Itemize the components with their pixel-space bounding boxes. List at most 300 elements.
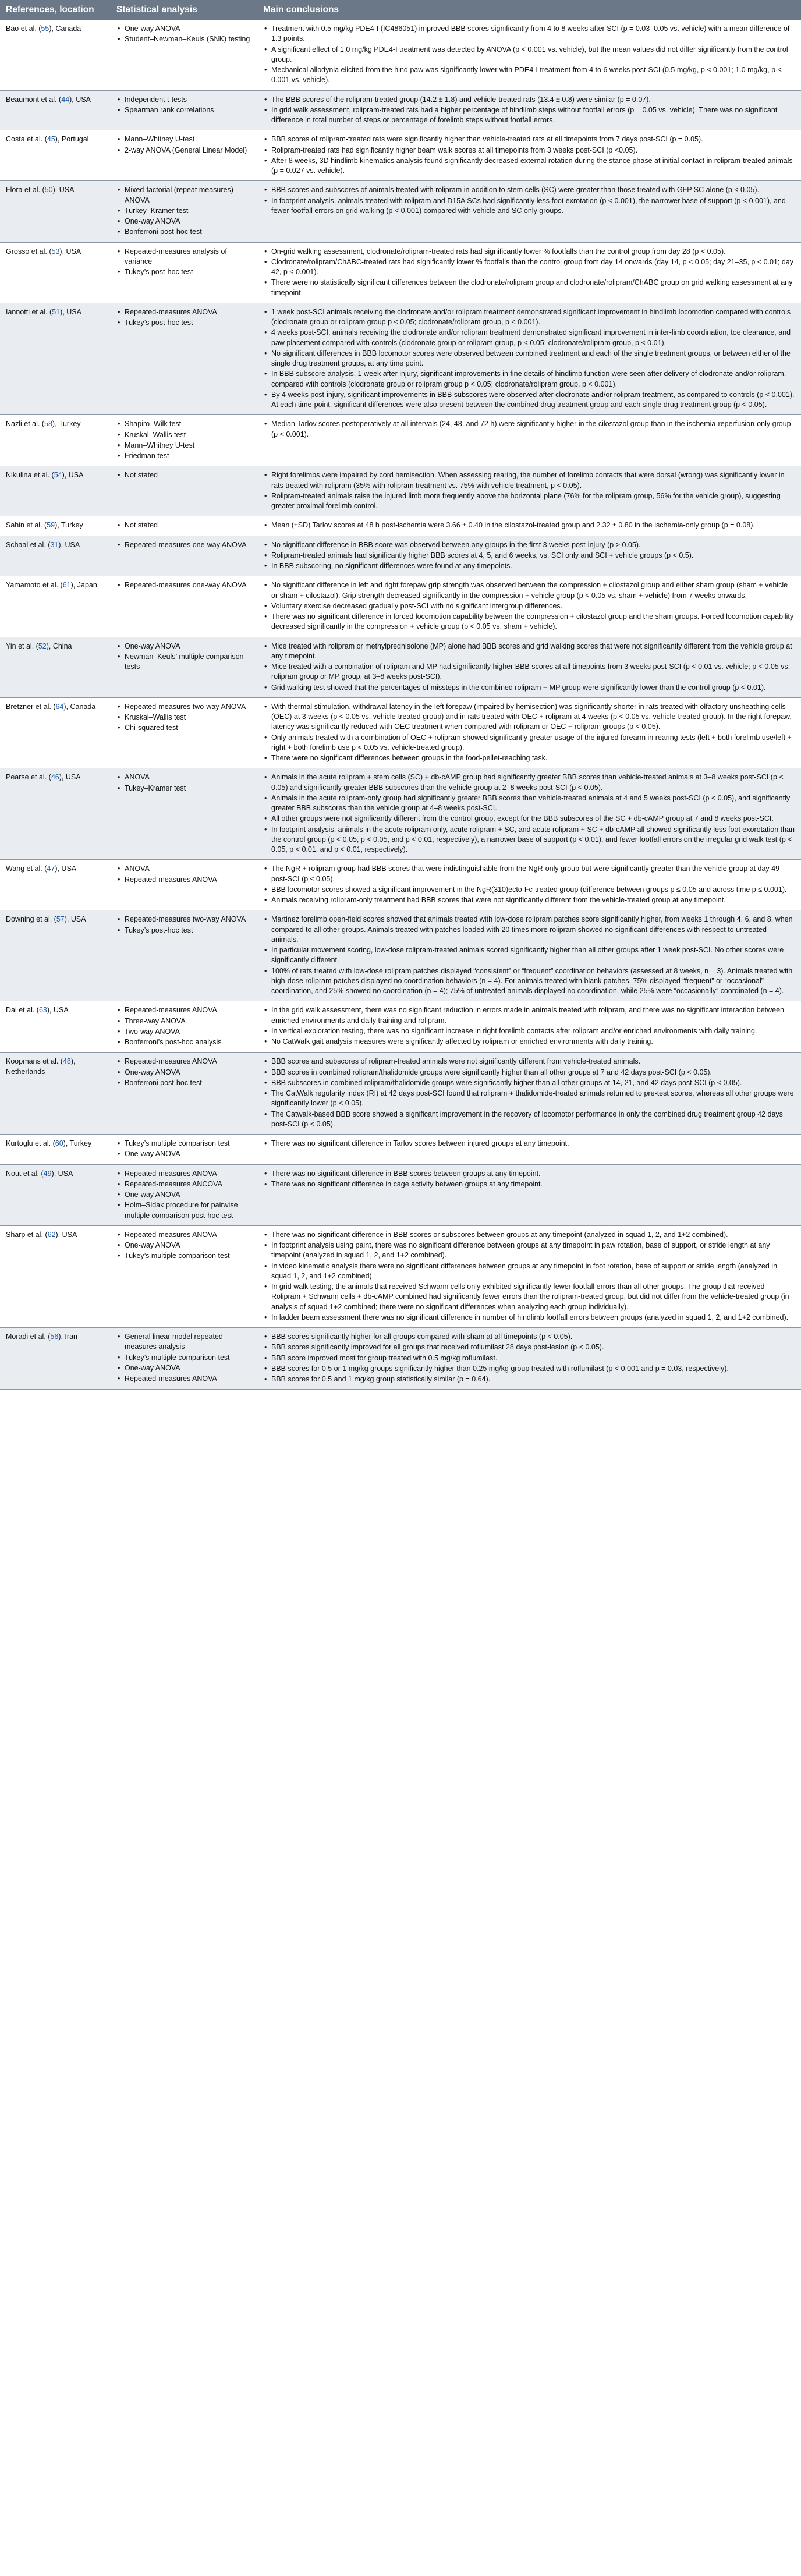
reference-location: ), USA [62, 471, 84, 480]
reference-text [6, 540, 105, 550]
reference-text [6, 1057, 105, 1077]
citation-link[interactable]: 45 [47, 135, 55, 144]
reference-authors: Bao et al. ( [6, 24, 41, 33]
statistical-method-item: • Tukey’s post-hoc test [125, 926, 251, 936]
statistical-methods-list [116, 470, 251, 480]
statistical-methods-list [116, 1169, 251, 1221]
statistical-analysis-cell [111, 1135, 257, 1165]
main-conclusions-cell [257, 1225, 801, 1327]
table-row [0, 415, 801, 466]
statistical-methods-list [116, 1332, 251, 1384]
conclusion-item: • Right forelimbs were impaired by cord hemisection. When assessing rearing, the number of forelimb contacts that were dorsal (wrong) was significantly lower in rats treated with rolipram (35% with rolipram treatment vs. 75% with vehicle treatment, p < 0.05). [271, 470, 795, 491]
statistical-method-item: • Tukey’s post-hoc test [125, 318, 251, 328]
citation-link[interactable]: 56 [50, 1333, 59, 1341]
statistical-analysis-cell [111, 303, 257, 415]
reference-location: ), USA [51, 1169, 73, 1178]
reference-text [6, 247, 105, 257]
statistical-method-item: • Repeated-measures ANOVA [125, 1057, 251, 1066]
table-row [0, 576, 801, 637]
conclusion-item: • In vertical exploration testing, there was no significant increase in right forelimb contacts after rolipram and/or enriched environments with daily training. [271, 1026, 795, 1036]
reference-authors: Dai et al. ( [6, 1006, 39, 1015]
statistical-analysis-cell [111, 466, 257, 516]
reference-cell [0, 860, 111, 910]
statistical-analysis-cell [111, 576, 257, 637]
reference-location: ), USA [64, 915, 86, 924]
main-conclusions-cell [257, 637, 801, 697]
conclusion-item: • Mean (±SD) Tarlov scores at 48 h post-ischemia were 3.66 ± 0.40 in the cilostazol-treated group and 2.32 ± 0.80 in the ischemia-only group (p = 0.08). [271, 520, 795, 530]
statistical-methods-list [116, 520, 251, 530]
table-row [0, 536, 801, 576]
reference-location: ), Iran [58, 1333, 77, 1341]
statistical-methods-list [116, 1057, 251, 1088]
statistical-method-item: • Bonferroni post-hoc test [125, 1078, 251, 1088]
main-conclusions-cell [257, 576, 801, 637]
citation-link[interactable]: 46 [51, 773, 59, 782]
statistical-method-item: • Repeated-measures ANCOVA [125, 1179, 251, 1189]
conclusion-item: • The NgR + rolipram group had BBB scores that were indistinguishable from the NgR-only group but were significantly greater than the vehicle group at day 49 post-SCI (p ≤ 0.05). [271, 864, 795, 884]
statistical-analysis-cell [111, 130, 257, 181]
reference-cell [0, 1328, 111, 1390]
conclusion-item: • There were no statistically significant differences between the clodronate/rolipram group and clodronate/rolipram/ChABC group on grid walking assessment at any timepoint. [271, 278, 795, 298]
reference-location: ), USA [59, 247, 81, 256]
reference-cell [0, 181, 111, 242]
statistical-method-item: • Repeated-measures ANOVA [125, 1169, 251, 1179]
conclusion-item: • Animals in the acute rolipram-only group had significantly greater BBB scores than vehicle-treated animals at 4 and 5 weeks post-SCI (p < 0.05), and significantly greater BBB subscores than the vehicle group at 4–8 weeks post-SCI. [271, 793, 795, 814]
table-row [0, 181, 801, 242]
statistical-method-item: • Mixed-factorial (repeat measures) ANOVA [125, 185, 251, 205]
statistical-methods-list [116, 247, 251, 278]
citation-link[interactable]: 51 [52, 307, 61, 316]
conclusion-item: • The BBB scores of the rolipram-treated group (14.2 ± 1.8) and vehicle-treated rats (13.4 ± 0.8) were similar (p = 0.07). [271, 95, 795, 105]
main-conclusions-cell [257, 516, 801, 536]
statistical-methods-list [116, 642, 251, 672]
statistical-method-item: • Holm–Sidak procedure for pairwise multiple comparison post-hoc test [125, 1200, 251, 1221]
main-conclusions-cell [257, 90, 801, 130]
reference-location: ), USA [55, 864, 77, 873]
statistical-method-item: • One-way ANOVA [125, 1363, 251, 1373]
conclusion-item: • Animals receiving rolipram-only treatment had BBB scores that were not significantly different from the vehicle-treated group at any timepoint. [271, 895, 795, 905]
reference-text [6, 1230, 105, 1240]
reference-text [6, 419, 105, 429]
statistical-method-item: • Friedman test [125, 451, 251, 461]
reference-authors: Flora et al. ( [6, 186, 45, 194]
statistical-method-item: • One-way ANOVA [125, 1068, 251, 1078]
conclusions-list [263, 702, 795, 764]
conclusion-item: • No CatWalk gait analysis measures were significantly affected by rolipram or enriched environments with daily training. [271, 1037, 795, 1047]
statistical-methods-list [116, 1005, 251, 1047]
statistical-method-item: • Tukey’s multiple comparison test [125, 1353, 251, 1363]
citation-link[interactable]: 44 [61, 95, 70, 104]
reference-cell [0, 1225, 111, 1327]
statistical-method-item: • Not stated [125, 520, 251, 530]
conclusions-list [263, 773, 795, 855]
citation-link[interactable]: 63 [38, 1006, 47, 1015]
conclusions-list [263, 580, 795, 632]
statistical-methods-list [116, 580, 251, 590]
reference-cell [0, 536, 111, 576]
table-row [0, 1225, 801, 1327]
reference-cell [0, 516, 111, 536]
main-conclusions-cell [257, 130, 801, 181]
reference-authors: Pearse et al. ( [6, 773, 51, 782]
conclusion-item: • There were no significant differences between groups in the food-pellet-reaching task. [271, 753, 795, 763]
conclusion-item: • Median Tarlov scores postoperatively at all intervals (24, 48, and 72 h) were significantly higher in the cilostazol group than in the ischemia-reperfusion-only group (p < 0.001). [271, 419, 795, 440]
reference-authors: Downing et al. ( [6, 915, 56, 924]
conclusion-item: • No significant differences in BBB locomotor scores were observed between combined treatment and each of the single treatment groups, or between either of the single drug treatment groups, at any time point. [271, 349, 795, 369]
reference-cell [0, 90, 111, 130]
reference-text [6, 134, 105, 144]
table-row [0, 910, 801, 1001]
conclusion-item: • In the grid walk assessment, there was no significant reduction in errors made in animals treated with rolipram, and there was no significant interaction between enriched environments and daily training and rolipram. [271, 1005, 795, 1026]
reference-location: ), Turkey [63, 1139, 92, 1148]
main-conclusions-cell [257, 1135, 801, 1165]
reference-text [6, 307, 105, 317]
statistical-method-item: • Repeated-measures ANOVA [125, 307, 251, 317]
statistical-analysis-cell [111, 20, 257, 90]
header-main-conclusions: Main conclusions [257, 0, 801, 20]
statistical-method-item: • Bonferroni’s post-hoc analysis [125, 1037, 251, 1047]
main-conclusions-cell [257, 860, 801, 910]
reference-text [6, 24, 105, 34]
conclusion-item: • With thermal stimulation, withdrawal latency in the left forepaw (impaired by hemisection) was significantly shorter in rats treated with olfactory unsheathing cells (OEC) at 3 weeks (p < 0.05 vs. vehicle-treated group) and in rats treated with OEC + rolipram at 4 weeks (p < 0.05 vs. vehicle-treated group). In the right forepaw, latency was significantly reduced with OEC treatment when compared with rolipram or OEC + rolipram groups (p < 0.05). [271, 702, 795, 732]
table-row [0, 768, 801, 860]
reference-location: ), USA [47, 1006, 69, 1015]
table-row [0, 303, 801, 415]
statistical-method-item: • One-way ANOVA [125, 1149, 251, 1159]
citation-link[interactable]: 61 [62, 581, 71, 590]
statistical-analysis-cell [111, 860, 257, 910]
conclusions-list [263, 470, 795, 511]
conclusions-list [263, 915, 795, 996]
conclusion-item: • The Catwalk-based BBB score showed a significant improvement in the recovery of locomotor performance in only the combined drug treatment group 42 days post-SCI (p < 0.05). [271, 1110, 795, 1130]
statistical-methods-list [116, 864, 251, 885]
citation-link[interactable]: 59 [47, 521, 55, 530]
reference-cell [0, 242, 111, 303]
reference-location: ), Turkey [52, 420, 81, 428]
conclusion-item: • There was no significant difference in Tarlov scores between injured groups at any timepoint. [271, 1139, 795, 1149]
statistical-method-item: • One-way ANOVA [125, 1190, 251, 1200]
reference-cell [0, 910, 111, 1001]
table-row [0, 1053, 801, 1135]
statistical-method-item: • Student–Newman–Keuls (SNK) testing [125, 34, 251, 44]
citation-link[interactable]: 47 [47, 864, 55, 873]
reference-authors: Bretzner et al. ( [6, 702, 56, 711]
statistical-method-item: • Repeated-measures ANOVA [125, 1230, 251, 1240]
reference-location: ), Canada [63, 702, 96, 711]
conclusion-item: • In BBB subscore analysis, 1 week after injury, significant improvements in fine details of hindlimb function were seen after delivery of clodronate and/or rolipram, compared with controls (clodronate group or rolipram group p < 0.05; clodronate/rolipram group, p < 0.001). [271, 369, 795, 389]
citation-link[interactable]: 31 [50, 540, 59, 549]
reference-authors: Grosso et al. ( [6, 247, 52, 256]
reference-location: ), USA [60, 307, 81, 316]
statistical-analysis-cell [111, 536, 257, 576]
reference-text [6, 520, 105, 530]
conclusion-item: • After 8 weeks, 3D hindlimb kinematics analysis found significantly decreased external rotation during the stance phase at initial contact in rolipram-treated animals (p = 0.027 vs. vehicle). [271, 156, 795, 176]
reference-location: ), Canada [49, 24, 81, 33]
statistical-analysis-cell [111, 415, 257, 466]
conclusion-item: • There was no significant difference in BBB scores between groups at any timepoint. [271, 1169, 795, 1179]
reference-authors: Sahin et al. ( [6, 521, 47, 530]
conclusion-item: • BBB scores significantly improved for all groups that received roflumilast 28 days post-lesion (p < 0.05). [271, 1342, 795, 1352]
conclusions-list [263, 307, 795, 410]
statistical-methods-list [116, 702, 251, 734]
reference-location: ), USA [55, 1230, 77, 1239]
reference-text [6, 1332, 105, 1342]
statistical-method-item: • Repeated-measures ANOVA [125, 1374, 251, 1384]
citation-link[interactable]: 57 [56, 915, 65, 924]
reference-text [6, 864, 105, 874]
main-conclusions-cell [257, 697, 801, 768]
conclusion-item: • 4 weeks post-SCI, animals receiving the clodronate and/or rolipram treatment demonstrated significant improvement in inter-limb coordination, toe clearance, and paw placement compared with controls (clodronate group or rolipram group, p < 0.05; clodronate/rolipram group, p < 0.01). [271, 328, 795, 348]
citation-link[interactable]: 49 [43, 1169, 52, 1178]
statistical-method-item: • Shapiro–Wilk test [125, 419, 251, 429]
statistical-method-item: • Repeated-measures analysis of variance [125, 247, 251, 267]
conclusions-list [263, 1005, 795, 1047]
reference-authors: Costa et al. ( [6, 135, 47, 144]
table-row [0, 1001, 801, 1053]
conclusion-item: • There was no significant difference in forced locomotion capability between the compression + cilostazol group and the sham groups. Forced locomotion capability decreased significantly in the compression + vehicle group (p < 0.05 vs. sham + vehicle). [271, 612, 795, 632]
conclusion-item: • A significant effect of 1.0 mg/kg PDE4-I treatment was detected by ANOVA (p < 0.001 vs. vehicle), but the mean values did not differ significantly from the control group. [271, 45, 795, 65]
statistical-method-item: • 2-way ANOVA (General Linear Model) [125, 146, 251, 155]
citation-link[interactable]: 58 [44, 420, 52, 428]
reference-location: ), China [46, 642, 72, 650]
conclusion-item: • BBB scores for 0.5 and 1 mg/kg group statistically similar (p = 0.64). [271, 1374, 795, 1384]
conclusion-item: • Animals in the acute rolipram + stem cells (SC) + db-cAMP group had significantly greater BBB scores than vehicle-treated animals at 3–8 weeks post-SCI (p < 0.05) and significantly greater BBB subscores than the vehicle group at 2–8 weeks post-SCI (p < 0.05). [271, 773, 795, 793]
reference-authors: Sharp et al. ( [6, 1230, 48, 1239]
citation-link[interactable]: 62 [47, 1230, 56, 1239]
reference-text [6, 185, 105, 195]
reference-authors: Nout et al. ( [6, 1169, 44, 1178]
conclusion-item: • In ladder beam assessment there was no significant difference in number of hindlimb footfall errors between groups (analyzed in squad 1, 2, and 1+2 combined). [271, 1313, 795, 1323]
citation-link[interactable]: 60 [55, 1139, 63, 1148]
statistical-analysis-cell [111, 697, 257, 768]
conclusion-item: • There was no significant difference in cage activity between groups at any timepoint. [271, 1179, 795, 1189]
statistical-analysis-cell [111, 1053, 257, 1135]
statistical-method-item: • Mann–Whitney U-test [125, 441, 251, 451]
reference-authors: Nikulina et al. ( [6, 471, 54, 480]
statistical-method-item: • Not stated [125, 470, 251, 480]
reference-authors: Beaumont et al. ( [6, 95, 62, 104]
statistical-method-item: • One-way ANOVA [125, 24, 251, 34]
reference-text [6, 1005, 105, 1015]
reference-cell [0, 768, 111, 860]
conclusion-item: • Mice treated with a combination of rolipram and MP had significantly higher BBB scores at all timepoints from 3 weeks post-SCI (p < 0.01 vs. vehicle; p < 0.05 vs. rolipram group or MP group, at 3–8 weeks post-SCI). [271, 662, 795, 682]
table-row [0, 90, 801, 130]
conclusions-list [263, 1169, 795, 1190]
statistical-analysis-cell [111, 637, 257, 697]
statistical-methods-list [116, 1139, 251, 1160]
conclusion-item: • No significant difference in BBB score was observed between any groups in the first 3 weeks post-injury (p > 0.05). [271, 540, 795, 550]
reference-authors: Iannotti et al. ( [6, 307, 52, 316]
conclusion-item: • Mechanical allodynia elicited from the hind paw was significantly lower with PDE4-I treatment from 4 to 6 weeks post-SCI (0.5 mg/kg, p < 0.001; 1.0 mg/kg, p < 0.001 vs. vehicle). [271, 65, 795, 86]
conclusions-list [263, 520, 795, 530]
statistical-methods-list [116, 95, 251, 116]
reference-location: ), Japan [70, 581, 97, 590]
main-conclusions-cell [257, 1001, 801, 1053]
reference-text [6, 1139, 105, 1149]
reference-text [6, 1169, 105, 1179]
reference-text [6, 642, 105, 651]
reference-location: ), Netherlands [6, 1057, 76, 1076]
main-conclusions-cell [257, 910, 801, 1001]
conclusion-item: • Grid walking test showed that the percentages of missteps in the combined rolipram + MP group were significantly lower than the control group (p < 0.01). [271, 683, 795, 693]
conclusion-item: • 1 week post-SCI animals receiving the clodronate and/or rolipram treatment demonstrated significant improvement in hindlimb locomotion compared with controls (clodronate group or rolipram group p < 0.05; clodronate/rolipram group, p < 0.001). [271, 307, 795, 328]
conclusion-item: • BBB subscores in combined rolipram/thalidomide groups were significantly higher than all other groups at 14, 21, and 42 days post-SCI (p < 0.05). [271, 1078, 795, 1088]
conclusion-item: • In video kinematic analysis there were no significant differences between groups at any timepoint in foot rotation, base of support or stride length (analyzed in squad 1, 2, and 1+2 combined). [271, 1262, 795, 1282]
table-row [0, 242, 801, 303]
reference-location: ), Turkey [55, 521, 83, 530]
statistical-method-item: • Independent t-tests [125, 95, 251, 105]
reference-authors: Koopmans et al. ( [6, 1057, 63, 1066]
conclusion-item: • Martinez forelimb open-field scores showed that animals treated with low-dose rolipram patches score significantly higher, from weeks 1 through 4, 6, and 8, when compared to all other groups. Animals treated with patches loaded with 20 times more rolipram showed no significant differences with respect to untreated animals. [271, 915, 795, 945]
statistical-analysis-cell [111, 1328, 257, 1390]
statistical-methods-list [116, 773, 251, 793]
statistical-method-item: • Repeated-measures two-way ANOVA [125, 915, 251, 924]
citation-link[interactable]: 54 [54, 471, 62, 480]
conclusions-list [263, 1057, 795, 1129]
reference-text [6, 95, 105, 105]
main-conclusions-cell [257, 181, 801, 242]
statistical-method-item: • ANOVA [125, 773, 251, 782]
table-row [0, 1328, 801, 1390]
conclusion-item: • BBB scores in combined rolipram/thalidomide groups were significantly higher than all other groups at 7 and 42 days post-SCI (p < 0.05). [271, 1068, 795, 1078]
header-statistical-analysis: Statistical analysis [111, 0, 257, 20]
reference-text [6, 773, 105, 782]
citation-link[interactable]: 50 [44, 186, 53, 194]
reference-cell [0, 1164, 111, 1225]
conclusion-item: • BBB scores and subscores of rolipram-treated animals were not significantly different from vehicle-treated animals. [271, 1057, 795, 1066]
main-conclusions-cell [257, 1164, 801, 1225]
conclusion-item: • All other groups were not significantly different from the control group, except for the BBB subscores of the SC + db-cAMP group at 7 and 8 weeks post-SCI. [271, 814, 795, 824]
statistical-method-item: • One-way ANOVA [125, 217, 251, 226]
statistical-method-item: • Two-way ANOVA [125, 1027, 251, 1037]
table-row [0, 1135, 801, 1165]
conclusion-item: • In footprint analysis using paint, there was no significant difference between groups at any timepoint in paw rotation, base of support, or stride length at any timepoint (analyzed in squad 1, 2, and 1+2 combined). [271, 1241, 795, 1261]
main-conclusions-cell [257, 20, 801, 90]
reference-text [6, 702, 105, 712]
statistical-method-item: • Repeated-measures one-way ANOVA [125, 580, 251, 590]
conclusion-item: • BBB scores of rolipram-treated rats were significantly higher than vehicle-treated rats at all timepoints from 7 days post-SCI (p = 0.05). [271, 134, 795, 144]
conclusion-item: • In footprint analysis, animals treated with rolipram and D15A SCs had significantly less foot exrotation (p < 0.001), the narrower base of support (p < 0.001), and fewer footfall errors on grid walking (p < 0.001) compared with vehicle and SC only groups. [271, 196, 795, 217]
reference-cell [0, 1001, 111, 1053]
statistical-method-item: • Kruskal–Wallis test [125, 713, 251, 722]
statistical-methods-list [116, 540, 251, 550]
main-conclusions-cell [257, 768, 801, 860]
statistical-analysis-cell [111, 910, 257, 1001]
statistical-methods-list [116, 24, 251, 45]
table-row [0, 860, 801, 910]
conclusion-item: • Rolipram-treated rats had significantly higher beam walk scores at all timepoints from 3 weeks post-SCI (p <0.05). [271, 146, 795, 155]
citation-link[interactable]: 55 [41, 24, 49, 33]
conclusion-item: • Voluntary exercise decreased gradually post-SCI with no significant intergroup differences. [271, 601, 795, 611]
conclusion-item: • Rolipram-treated animals had significantly higher BBB scores at 4, 5, and 6 weeks, vs. SCI only and SCI + vehicle groups (p < 0.5). [271, 551, 795, 561]
conclusions-list [263, 134, 795, 176]
conclusion-item: • In grid walk assessment, rolipram-treated rats had a higher percentage of hindlimb steps without footfall errors (p = 0.05 vs. vehicle). There was no significant difference in total number of steps or percentage of forelimb steps without footfall errors. [271, 105, 795, 126]
conclusion-item: • In particular movement scoring, low-dose rolipram-treated animals scored significantly higher than all other groups after 1 week post-SCI. No other scores were significantly different. [271, 945, 795, 966]
reference-location: ), USA [69, 95, 91, 104]
conclusions-list [263, 1332, 795, 1384]
table-header-row [0, 0, 801, 20]
statistical-method-item: • General linear model repeated-measures analysis [125, 1332, 251, 1352]
statistical-analysis-cell [111, 516, 257, 536]
conclusions-list [263, 419, 795, 440]
conclusions-list [263, 1230, 795, 1323]
reference-authors: Wang et al. ( [6, 864, 47, 873]
reference-text [6, 580, 105, 590]
statistical-analysis-cell [111, 90, 257, 130]
conclusions-list [263, 24, 795, 86]
statistical-method-item: • One-way ANOVA [125, 1241, 251, 1250]
reference-cell [0, 1135, 111, 1165]
conclusion-item: • 100% of rats treated with low-dose rolipram patches displayed “consistent” or “frequent” coordination behaviors (assessed at 8 weeks, n = 3). Animals treated with high-dose rolipram patches displayed no coordination behaviors (n = 4). For animals treated with blank patches, 75% displayed “frequent” or “occasional” coordination, and 25% showed no coordination (n = 4); 75% of untreated animals displayed no coordination, while 25% were “occasionally” coordinated (n = 4). [271, 966, 795, 997]
conclusions-list [263, 540, 795, 572]
conclusion-item: • BBB locomotor scores showed a significant improvement in the NgR(310)ecto-Fc-treated group (difference between groups p ≤ 0.05 and across time p ≤ 0.001). [271, 885, 795, 895]
reference-authors: Nazli et al. ( [6, 420, 44, 428]
citation-link[interactable]: 64 [55, 702, 64, 711]
statistical-method-item: • Newman–Keuls’ multiple comparison tests [125, 652, 251, 672]
main-conclusions-cell [257, 466, 801, 516]
table-row [0, 130, 801, 181]
citation-link[interactable]: 52 [38, 642, 47, 650]
reference-authors: Yin et al. ( [6, 642, 38, 650]
table-row [0, 637, 801, 697]
conclusion-item: • On-grid walking assessment, clodronate/rolipram-treated rats had significantly lower % footfalls than the control group from day 28 (p < 0.05). [271, 247, 795, 257]
statistical-method-item: • One-way ANOVA [125, 642, 251, 651]
conclusion-item: • Clodronate/rolipram/ChABC-treated rats had significantly lower % footfalls than the control group from day 14 onwards (day 14, p < 0.05; day 21–35, p < 0.01; day 42, p < 0.001). [271, 257, 795, 278]
conclusion-item: • BBB score improved most for group treated with 0.5 mg/kg roflumilast. [271, 1353, 795, 1363]
statistical-methods-list [116, 915, 251, 936]
conclusion-item: • By 4 weeks post-injury, significant improvements in BBB subscores were observed after clodronate and/or rolipram treatment, as compared to controls (p < 0.001). At each time-point, significant differences were also present between the combined drug treatment group and each single drug treatment group (p < 0.05). [271, 390, 795, 410]
table-row [0, 466, 801, 516]
main-conclusions-cell [257, 1053, 801, 1135]
conclusion-item: • The CatWalk regularity index (RI) at 42 days post-SCI found that rolipram + thalidomide-treated animals returned to pre-test scores, whereas all other groups were significantly lower (p < 0.05). [271, 1089, 795, 1109]
statistical-methods-list [116, 185, 251, 237]
conclusions-list [263, 642, 795, 693]
table-row [0, 516, 801, 536]
statistical-analysis-cell [111, 1225, 257, 1327]
statistical-method-item: • Tukey’s multiple comparison test [125, 1251, 251, 1261]
statistical-method-item: • ANOVA [125, 864, 251, 874]
conclusion-item: • No significant difference in left and right forepaw grip strength was observed between the compression + cilostazol group and either sham group (sham + vehicle or sham + cilostazol). Grip strength decreased significantly in the compression + vehicle group (p < 0.05 vs. sham + vehicle) from 7 weeks onwards. [271, 580, 795, 601]
reference-authors: Kurtoglu et al. ( [6, 1139, 55, 1148]
statistical-method-item: • Turkey–Kramer test [125, 206, 251, 216]
conclusion-item: • In grid walk testing, the animals that received Schwann cells only exhibited significantly fewer footfall errors than all other groups. The group that received Rolipram + Schwann cells + db-cAMP combined had significantly fewer errors than the rolipram-treated group, but did not differ from the vehicle-treated group (in analysis of squad 1+2 combined; there were no significant differences when analyzing each group individually). [271, 1282, 795, 1312]
statistical-methods-list [116, 134, 251, 155]
reference-cell [0, 576, 111, 637]
statistical-method-item: • Repeated-measures ANOVA [125, 875, 251, 885]
statistical-method-item: • Spearman rank correlations [125, 105, 251, 115]
statistical-method-item: • Three-way ANOVA [125, 1016, 251, 1026]
conclusion-item: • There was no significant difference in BBB scores or subscores between groups at any timepoint (analyzed in squad 1, 2, and 1+2 combined). [271, 1230, 795, 1240]
table-row [0, 1164, 801, 1225]
statistical-method-item: • Repeated-measures ANOVA [125, 1005, 251, 1015]
statistical-method-item: • Tukey–Kramer test [125, 784, 251, 793]
conclusion-item: • Mice treated with rolipram or methylprednisolone (MP) alone had BBB scores and grid walking scores that were not significantly different from the vehicle group at any timepoint. [271, 642, 795, 662]
main-conclusions-cell [257, 242, 801, 303]
reference-cell [0, 466, 111, 516]
citation-link[interactable]: 53 [51, 247, 60, 256]
statistical-method-item: • Tukey’s multiple comparison test [125, 1139, 251, 1149]
table-row [0, 20, 801, 90]
reference-cell [0, 1053, 111, 1135]
conclusion-item: • Only animals treated with a combination of OEC + rolipram showed significantly greater usage of the injured forearm in rearing tests (left + both forelimb use/left + right + both forelimb use p < 0.05 vs. vehicle-treated group). [271, 733, 795, 753]
statistical-analysis-cell [111, 768, 257, 860]
conclusion-item: • BBB scores for 0.5 or 1 mg/kg groups significantly higher than 0.25 mg/kg group treated with roflumilast (p < 0.001 and p = 0.03, respectively). [271, 1364, 795, 1374]
statistical-method-item: • Repeated-measures one-way ANOVA [125, 540, 251, 550]
reference-location: ), USA [58, 540, 80, 549]
citation-link[interactable]: 48 [62, 1057, 71, 1066]
reference-cell [0, 697, 111, 768]
reference-location: ), Portugal [55, 135, 89, 144]
